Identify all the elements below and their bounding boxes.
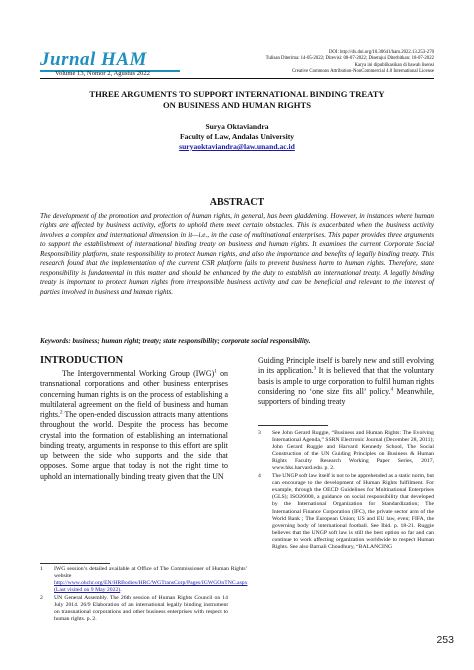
footnote-2-number: 2 [40,595,43,602]
footnote-1 [40,566,248,594]
license-link[interactable]: Creative Commons Attribution-NonCommercial 4.0 International License [291,68,434,74]
footnote-ref-1[interactable]: 1 [214,368,217,375]
footnote-2 [40,595,228,623]
footnote-3-number: 3 [258,430,261,436]
journal-logo-text: Jurnal HAM [40,49,147,70]
author-name: Surya Oktaviandra [205,122,269,131]
article-title [40,89,434,111]
dates-line: Tulisan Diterima: 14-05-2022; Direvisi: 08-07-2022; Disetujui Diterbitkan: 18-07-2022 [265,56,434,62]
title-line-2: ON BUSINESS AND HUMAN RIGHTS [162,100,312,110]
intro-paragraph-1 [40,369,228,482]
license-id: Karya ini dipublikasikan di bawah lisensi [354,62,434,68]
intro-p1-text-c: The open-ended discussion attracts many attentions throughout the world. Despite the process has become crystal into the formation of establishing an international binding treaty, arguments in response to this effort are split up between the side who supports and the side that opposes. Some argue that today is not the right time to uphold an internationally binding treaty given that the UN [40,410,228,481]
footnote-1-text: IWG session’s detailed available at Office of The Commissioner of Human Rights’ website [54,566,248,580]
introduction-heading: INTRODUCTION [40,355,124,366]
header-rule [40,78,434,79]
footnote-ref-4[interactable]: 4 [390,386,394,393]
author-email-link[interactable]: suryaoktaviandra@law.unand.ac.id [179,142,295,151]
footnotes-left [40,566,248,623]
intro-p2-text-a: Guiding Principle itself is barely new and still evolving in its application. [258,356,434,376]
footnote-ref-3[interactable]: 3 [313,365,317,372]
footnote-2-text: UN General Assembly. The 26th session of Human Rights Council on 14 July 2014. 26/9 Elaboration of an international legally binding instrument on transnational corporations and other business enterprises with respect to human rights. p. 2. [54,595,228,623]
author-block [40,122,434,152]
article-meta [184,50,434,75]
footnote-1-link[interactable]: http://www.ohchr.org/EN/HRBodies/HRC/WGTransCorp/Pages/IGWGOnTNC.aspx (Last visited on 9 May 2022) [54,580,248,594]
footnote-1-end: . [120,587,122,594]
footnote-4-text: The UNGP soft law itself is not to be apprehended as a static norm, but can encourage to the development of Human Rights fulfilment. For example, through the OECD Guidelines for Multinational Enterprises (GLS); ISO26000, a guidance on social responsibility that developed by the International Organization for Standardization; The International Finance Corporation (IFC), the private sector arm of the World Bank ; The European Union; US and EU law, even; FIFA, the governing body of international football. See Ibid. p. 18-21. Ruggie believes that the UNGP soft law is still the best option so far and can continue to work affecting organization worldwide to respect Human Rights. See also Barnali Choudhury, “BALANCING [272,473,435,550]
footnote-4 [258,473,434,551]
author-affiliation: Faculty of Law, Andalas University [179,132,295,141]
footnote-ref-2[interactable]: 2 [59,409,63,416]
intro-p2-text-c: Meanwhile, supporters of binding treaty [258,386,434,406]
abstract-text: The development of the promotion and protection of human rights, in general, has been gladdening. However, in instances where human rights are affected by business activity, efforts to uphold them meet certain obstacles. This is exacerbated when the business activity involves a complex and international dimension in it—i.e., in the case of multinational enterprises. This paper provides three arguments to support the establishment of international binding treaty on business and human rights. It examines the current Corporate Social Responsibility platform, state responsibility to protect human rights, and also the importance and benefits of legally binding treaty. This research found that the implementation of the current CSR platform fails to prevent business harm to human rights. Therefore, state responsibility is fundamental in this matter and should be enhanced by the duty to establish an international treaty. A legally binding treaty is important to protect human rights from irresponsible business activity and can be beneficial and relevant to the interest of parties involved in business and human rights. [40,212,434,296]
footnote-1-number: 1 [40,566,43,572]
footnote-3-text: See John Gerard Ruggie, “Business and Human Rights: The Evolving International Agenda,” SSRN Electronic Journal (December 28, 2011); John Gerard Ruggie and Harvard Kennedy School, The Social Construction of the UN Guiding Principles on Business & Human Rights Faculty Research Working Paper Series, 2017, www.hks.harvard.edu. p. 2. [272,430,434,472]
abstract-heading: ABSTRACT [209,197,265,208]
title-line-1: THREE ARGUMENTS TO SUPPORT INTERNATIONAL BINDING TREATY [89,89,385,99]
intro-p2-text-b: It is believed that that the voluntary basis is ample to urge corporation to fulfil human rights considering no ‘one size fits all’ policy. [258,366,434,396]
footnote-rule-left [40,563,110,564]
journal-logo [40,50,190,72]
page-number: 253 [436,634,454,646]
doi-link[interactable]: DOI: http://dx.doi.org/10.30641/ham.2022.13.253-270 [328,50,434,55]
volume-line: Volume 13, Nomor 2, Agustus 2022 [55,70,150,77]
intro-p1-text-a: The Intergovernmental Working Group (IWG) [62,369,215,378]
intro-paragraph-2 [258,356,434,407]
footnotes-right [258,430,434,551]
footnote-3 [258,430,434,472]
intro-p1-text-b: on transnational corporations and other business enterprises concerning human rights is on the process of establishing a multilateral agreement on the field of business and human rights. [40,369,228,419]
footnote-rule-right [258,425,328,426]
keywords: Keywords: business; human right; treaty; state responsibility; corporate social responsibility. [40,337,311,345]
footnote-4-number: 4 [258,473,261,480]
